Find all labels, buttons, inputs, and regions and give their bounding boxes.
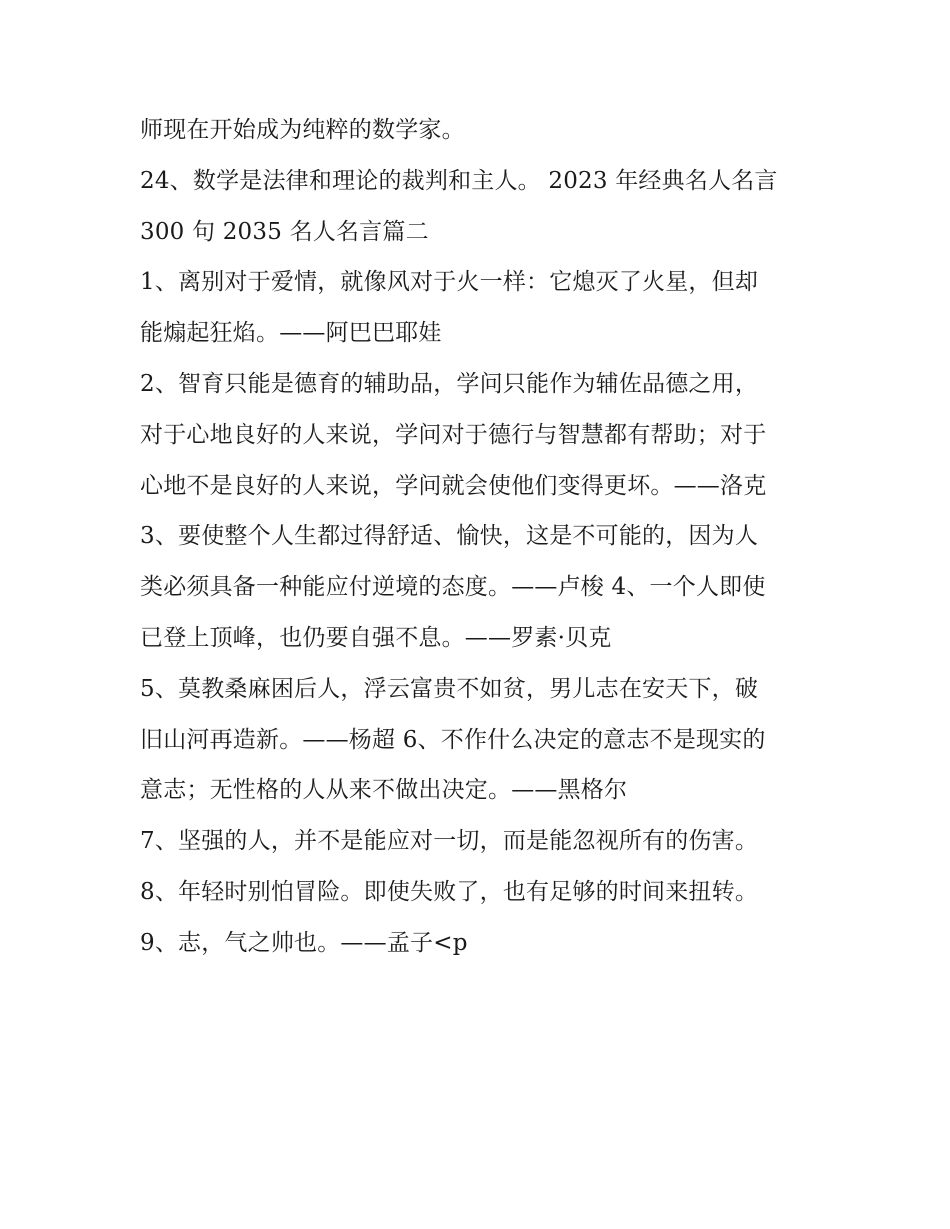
text-line: 能煽起狂焰。——阿巴巴耶娃 xyxy=(140,320,442,347)
text-line: 师现在开始成为纯粹的数学家。 xyxy=(140,117,465,143)
text-line: 1、离别对于爱情，就像风对于火一样：它熄灭了火星，但却 xyxy=(140,269,759,296)
text-line: 24、数学是法律和理论的裁判和主人。 2023 年经典名人名言 xyxy=(140,167,778,194)
text-line: 已登上顶峰，也仍要自强不息。——罗素·贝克 xyxy=(140,624,612,651)
text-line: 3、要使整个人生都过得舒适、愉快，这是不可能的，因为人 xyxy=(140,523,759,550)
text-line: 类必须具备一种能应付逆境的态度。——卢梭 4、一个人即使 xyxy=(140,574,766,601)
text-line: 意志；无性格的人从来不做出决定。——黑格尔 xyxy=(140,777,628,804)
document-body xyxy=(140,105,820,969)
text-line: 2、智育只能是德育的辅助品，学问只能作为辅佐品德之用， xyxy=(140,370,759,397)
text-line: 心地不是良好的人来说，学问就会使他们变得更坏。——洛克 xyxy=(140,472,767,499)
text-line: 5、莫教桑麻困后人，浮云富贵不如贫，男儿志在安天下，破 xyxy=(140,675,759,702)
text-line: 300 句 2035 名人名言篇二 xyxy=(140,218,429,245)
text-line: 对于心地良好的人来说，学问对于德行与智慧都有帮助；对于 xyxy=(140,421,767,448)
text-line: 8、年轻时别怕冒险。即使失败了，也有足够的时间来扭转。 xyxy=(140,878,759,905)
text-line: 9、志，气之帅也。——孟子<p xyxy=(140,929,468,956)
text-line: 7、坚强的人，并不是能应对一切，而是能忽视所有的伤害。 xyxy=(140,828,759,855)
text-line: 旧山河再造新。——杨超 6、不作什么决定的意志不是现实的 xyxy=(140,726,766,753)
